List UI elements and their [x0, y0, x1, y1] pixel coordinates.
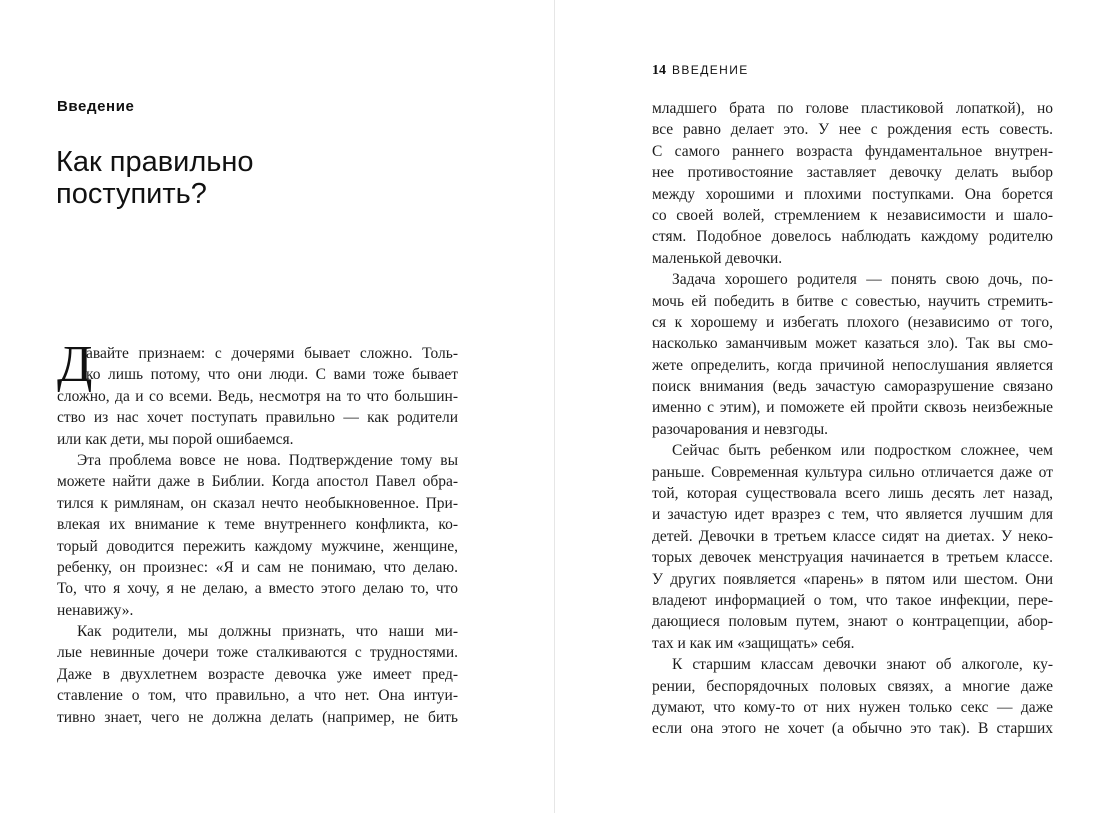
text-line: младшего брата по голове пластиковой лопаткой), но [652, 100, 1053, 117]
running-head [652, 61, 749, 79]
text-line: тился к римлянам, он сказал нечто необыкновенное. При- [57, 494, 458, 512]
text-line: ство из нас хочет поступать правильно — как родители [57, 409, 458, 427]
text-line: маленькой девочки. [652, 249, 783, 267]
text-line: ко лишь потому, что они люди. С вами тоже бывает [86, 366, 458, 384]
running-head-title: ВВЕДЕНИЕ [672, 63, 749, 77]
text-line: торых девочек менструация начинается в третьем классе. [652, 549, 1053, 567]
text-line: со своей волей, стремлением к независимости и шало- [652, 206, 1053, 224]
text-line: тах и как им «защищать» себя. [652, 634, 855, 652]
text-line: можете найти даже в Библии. Когда апостол Павел обра- [57, 473, 458, 491]
text-line: сложно, да и со всеми. Ведь, несмотря на то что большин- [57, 387, 458, 405]
right-body-text [652, 98, 1053, 740]
text-line: торый доводится пережить каждому мужчине, женщине, [57, 537, 458, 555]
drop-cap: Д [57, 336, 93, 393]
text-line: Задача хорошего родителя — понять свою дочь, по- [672, 271, 1053, 289]
section-label: Введение [57, 98, 135, 115]
text-line: У других появляется «парень» в пятом или шестом. Они [652, 570, 1053, 588]
text-line: детей. Девочки в третьем классе сидят на диетах. У неко- [652, 527, 1053, 545]
text-line: С самого раннего возраста фундаментальное внутрен- [652, 142, 1053, 160]
text-line: Даже в двухлетнем возрасте девочка уже имеет пред- [57, 665, 458, 683]
text-line: ненавижу». [57, 601, 134, 619]
text-line: разочарования и невзгоды. [652, 420, 829, 438]
text-line: насколько заманчивым может казаться зло). Так вы смо- [652, 335, 1053, 353]
text-line: раньше. Современная культура сильно отличается даже от [652, 463, 1053, 481]
text-line: Как родители, мы должны признать, что наши ми- [77, 623, 458, 641]
text-line: авайте признаем: с дочерями бывает сложно. Толь- [86, 345, 458, 362]
chapter-title: Как правильно поступить? [56, 146, 254, 210]
text-line: все равно делает это. У нее с рождения есть совесть. [652, 121, 1053, 139]
text-line: лые невинные дочери тоже сталкиваются с трудностями. [57, 644, 458, 662]
text-line: той, которая существовала всего лишь десять лет назад, [652, 485, 1053, 503]
text-line: То, что я хочу, я не делаю, а вместо этого делаю то, что [57, 580, 458, 598]
text-line: и зачастую идет вразрез с тем, что является лучшим для [652, 506, 1053, 524]
right-page [555, 0, 1111, 813]
text-line: жете определить, когда причиной непослушания является [652, 356, 1053, 374]
page-number: 14 [652, 63, 666, 78]
text-line: тивно знает, чего не должна делать (например, не бить [57, 708, 458, 726]
text-line: владеют информацией о том, что такое инфекции, пере- [652, 591, 1053, 609]
text-line: К старшим классам девочки знают об алкоголе, ку- [672, 656, 1053, 674]
text-line: ребенку, он произнес: «Я и сам не понимаю, что делаю. [57, 558, 458, 576]
text-line: Эта проблема вовсе не нова. Подтверждение тому вы [77, 451, 458, 469]
text-line: именно с этим), и поможете ей пройти сквозь неизбежные [652, 399, 1053, 417]
text-line: рении, беспорядочных половых связях, а многие даже [652, 677, 1053, 695]
left-body-text [57, 336, 458, 728]
text-line: влекая их внимание к теме внутреннего конфликта, ко- [57, 516, 458, 534]
text-line: между хорошими и плохими поступками. Она борется [652, 185, 1053, 203]
text-line: Сейчас быть ребенком или подростком сложнее, чем [672, 442, 1053, 460]
text-line: дающиеся половым путем, знают о контрацепции, абор- [652, 613, 1053, 631]
text-line: поиск внимания (ведь зачастую саморазрушение связано [652, 378, 1053, 396]
text-line: нее противостояние заставляет девочку делать выбор [652, 164, 1053, 182]
text-line: если она этого не хочет (а обычно это так). В старших [652, 720, 1053, 738]
left-page [0, 0, 554, 813]
text-line: мочь ей победить в битве с совестью, научить стремить- [652, 292, 1053, 310]
text-line: или как дети, мы порой ошибаемся. [57, 430, 294, 448]
text-line: стям. Подобное довелось наблюдать каждому родителю [652, 228, 1053, 246]
text-line: ся к хорошему и избегать плохого (независимо от того, [652, 313, 1053, 331]
text-line: ставление о том, что правильно, а что нет. Она интуи- [57, 687, 458, 705]
text-line: думают, что кому-то от них нужен только секс — даже [652, 698, 1053, 716]
